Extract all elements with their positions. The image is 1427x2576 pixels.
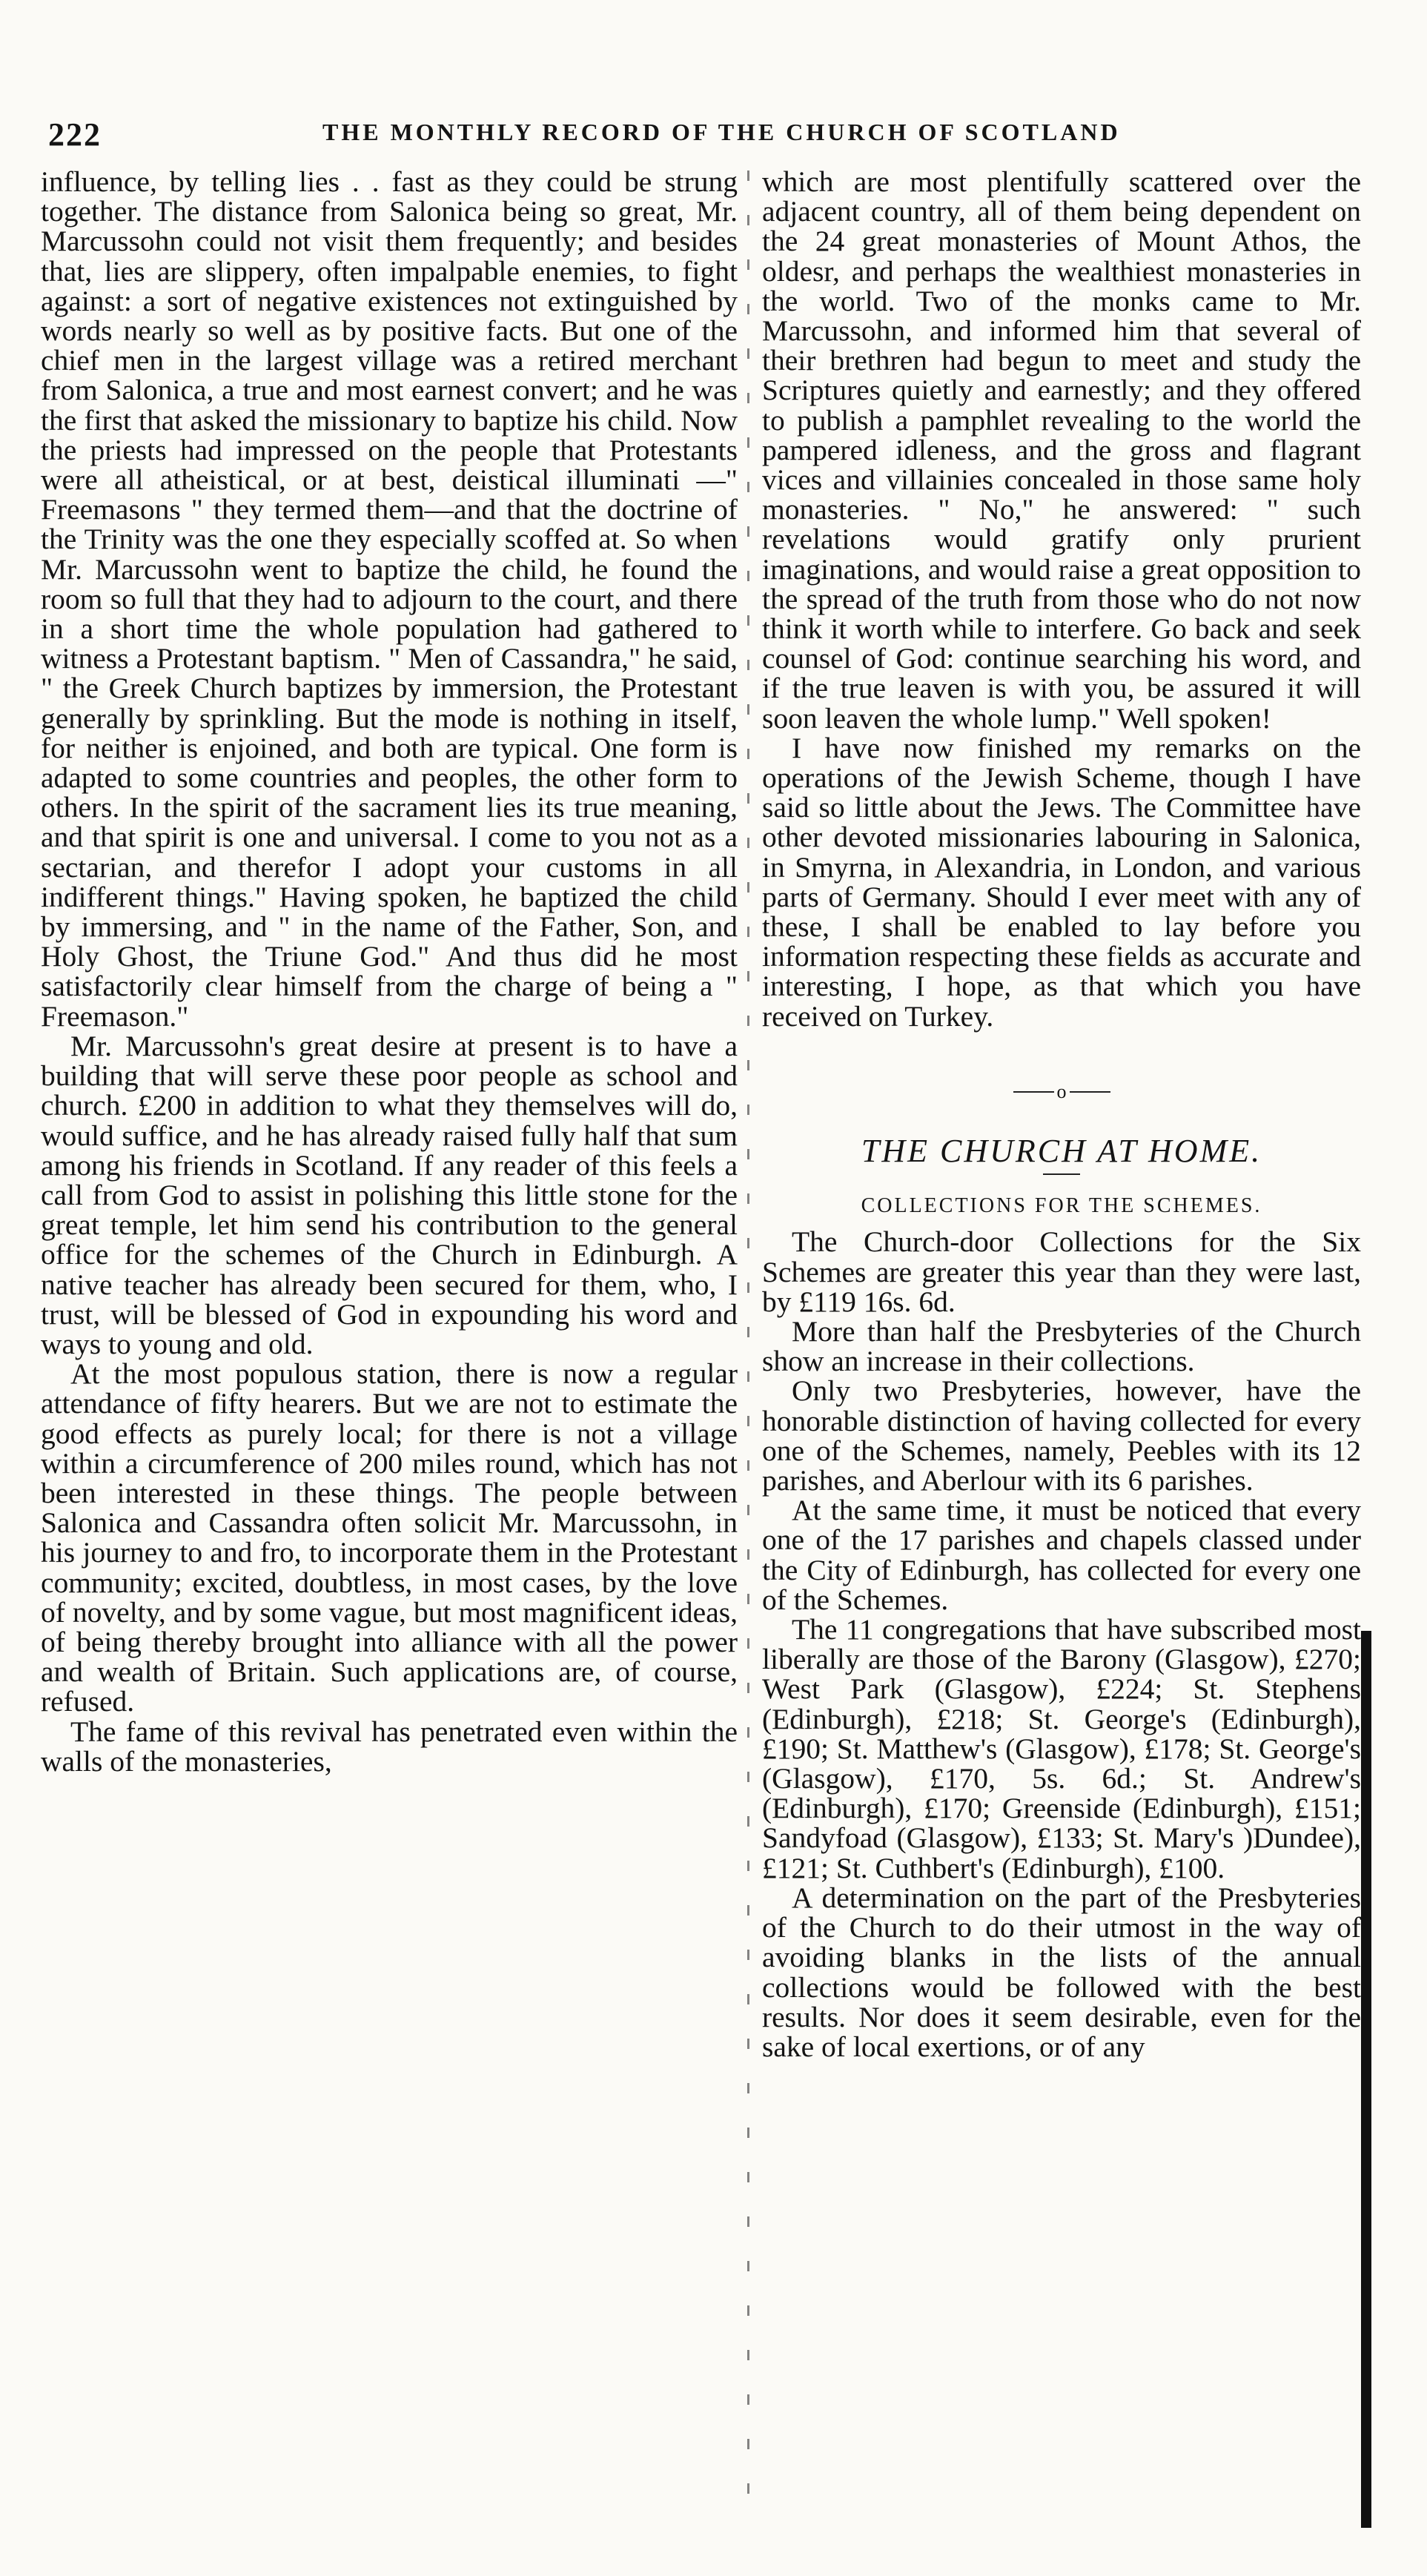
running-head: THE MONTHLY RECORD OF THE CHURCH OF SCOTLAND — [322, 119, 1121, 145]
page-number: 222 — [48, 116, 102, 153]
ornament-line-right — [1070, 1091, 1110, 1093]
right-column — [762, 167, 1361, 2517]
ornament-circle: o — [1056, 1080, 1067, 1102]
scan-edge-shadow — [1361, 1631, 1371, 2528]
page-header — [41, 111, 1345, 156]
section-title-rule — [1043, 1173, 1080, 1175]
right-paragraph-4: More than half the Presbyteries of the Church show an increase in their collections. — [762, 1315, 1361, 1378]
subsection-title: COLLECTIONS FOR THE SCHEMES. — [861, 1194, 1262, 1218]
right-paragraph-2: I have now finished my remarks on the operations of the Jewish Scheme, though I have said so little about the Jews. The Committee have other devoted missionaries labouring in Salonica, in Smyrna, in Alexandria, in London, and various parts of Germany. Should I ever meet with any of these, I shall be enabled to lay before you information respecting these fields as accurate and interesting, I hope, as that which you have received on Turkey. — [762, 731, 1361, 1033]
right-paragraph-5: Only two Presbyteries, however, have the honorable distinction of having collected for every one of the Schemes, namely, Peebles with its 12 parishes, and Aberlour with its 6 parishes. — [762, 1374, 1361, 1497]
section-title: THE CHURCH AT HOME. — [861, 1133, 1262, 1170]
right-paragraph-6: At the same time, it must be noticed that every one of the 17 parishes and chapels classed under the City of Edinburgh, has collected for every one of the Schemes. — [762, 1494, 1361, 1616]
left-paragraph-2: Mr. Marcussohn's great desire at present is to have a building that will serve these poor people as school and church. £200 in addition to what they themselves will do, would suffice, and he has already raised fully half that sum among his friends in Scotland. If any reader of this feels a call from God to assist in polishing this little stone for the great temple, let him send his contribution to the general office for the schemes of the Church in Edinburgh. A native teacher has already been secured for them, who, I trust, will be blessed of God in expounding his word and ways to young and old. — [41, 1029, 738, 1360]
left-paragraph-3: At the most populous station, there is now a regular attendance of fifty hearers. But we are not to estimate the good effects as purely local; for there is not a village within a circumference of 200 miles round, which has not been interested in these things. The people between Salonica and Cassandra often solicit Mr. Marcussohn, in his journey to and fro, to incorporate them in the Protestant community; excited, doubtless, in most cases, by the love of novelty, and by some vague, but most magnificent ideas, of being thereby brought into alliance with all the power and wealth of Britain. Such applications are, of course, refused. — [41, 1357, 738, 1718]
right-paragraph-3: The Church-door Collections for the Six Schemes are greater this year than they were last, by £119 16s. 6d. — [762, 1225, 1361, 1318]
section-ornament — [762, 1076, 1361, 1107]
left-column — [41, 167, 738, 2517]
ornament-line-left — [1013, 1091, 1054, 1093]
right-paragraph-1: which are most plentifully scattered over the adjacent country, all of them being dependent on the 24 great monasteries of Mount Athos, the oldesr, and perhaps the wealthiest monasteries in the world. Two of the monks came to Mr. Marcussohn, and informed him that several of their brethren had begun to meet and study the Scriptures quietly and earnestly; and they offered to publish a pamphlet revealing to the world the pampered idleness, and the gross and flagrant vices and villainies concealed in those same holy monasteries. " No," he answered: " such revelations would gratify only prurient imaginations, and would raise a great opposition to the spread of the truth from those who do not now think it worth while to interfere. Go back and seek counsel of God: continue searching his word, and if the true leaven is with you, be assured it will soon leaven the whole lump." Well spoken! — [762, 167, 1361, 735]
left-paragraph-4: The fame of this revival has penetrated even within the walls of the monasteries, — [41, 1715, 738, 1778]
right-paragraph-8: A determination on the part of the Presbyteries of the Church to do their utmost in the way of avoiding blanks in the lists of the annual collections would be followed with the best results. Nor does it seem desirable, even for the sake of local exertions, or of any — [762, 1881, 1361, 2063]
column-divider — [747, 170, 749, 2498]
right-paragraph-7: The 11 congregations that have subscribed most liberally are those of the Barony (Glasgow), £270; West Park (Glasgow), £224; St. Stephens (Edinburgh), £218; St. George's (Edinburgh), £190; St. Matthew's (Glasgow), £178; St. George's (Glasgow), £170, 5s. 6d.; St. Andrew's (Edinburgh), £170; Greenside (Edinburgh), £151; Sandyfoad (Glasgow), £133; St. Mary's )Dundee), £121; St. Cuthbert's (Edinburgh), £100. — [762, 1613, 1361, 1884]
left-paragraph-1: influence, by telling lies . . fast as they could be strung together. The distance from Salonica being so great, Mr. Marcussohn could not visit them frequently; and besides that, lies are slippery, often impalpable enemies, to fight against: a sort of negative existences not extinguished by words nearly so well as by positive facts. But one of the chief men in the largest village was a retired merchant from Salonica, a true and most earnest convert; and he was the first that asked the missionary to baptize his child. Now the priests had impressed on the people that Protestants were all atheistical, or at best, deistical illuminati —" Freemasons " they termed them—and that the doctrine of the Trinity was the one they especially scoffed at. So when Mr. Marcussohn went to baptize the child, he found the room so full that they had to adjourn to the court, and there in a short time the whole population had gathered to witness a Protestant baptism. " Men of Cassandra," he said, " the Greek Church baptizes by immersion, the Protestant generally by sprinkling. But the mode is nothing in itself, for neither is enjoined, and both are typical. One form is adapted to some countries and peoples, the other form to others. In the spirit of the sacrament lies its true meaning, and that spirit is one and universal. I come to you not as a sectarian, and therefor I adopt your customs in all indifferent things." Having spoken, he baptized the child by immersing, and " in the name of the Father, Son, and Holy Ghost, the Triune God." And thus did he most satisfactorily clear himself from the charge of being a " Freemason." — [41, 167, 738, 1033]
